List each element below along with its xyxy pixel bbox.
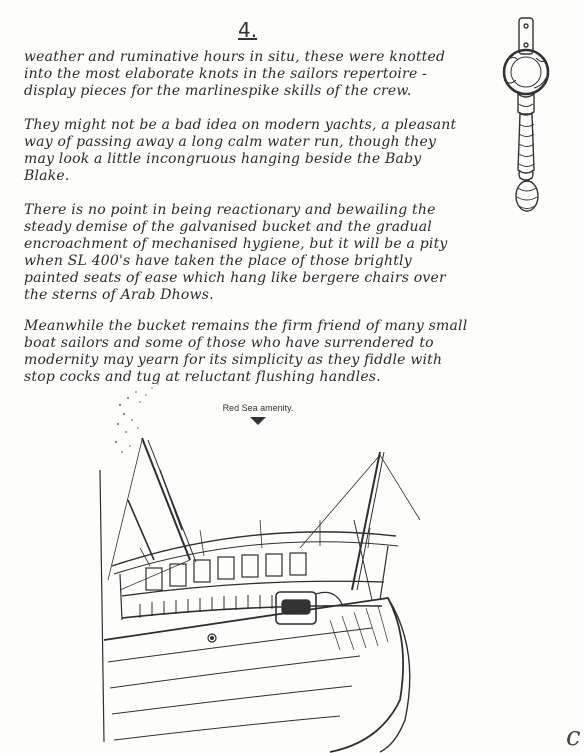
paragraph-2: They might not be a bad idea on modern yachts, a pleasant way of passing away a long calm water run, though they may look a little incongruous hanging beside the Baby Blake. <box>24 117 457 184</box>
page-corner-mark: c <box>566 722 581 752</box>
page-number: 4. <box>238 18 258 42</box>
paragraph-4: Meanwhile the bucket remains the firm friend of many small boat sailors and some of those who have surrendered to modernity may yearn for its simplicity as they fiddle with stop cocks and tug at reluctant flushing handles. <box>24 318 468 385</box>
paragraph-1: weather and ruminative hours in situ, these were knotted into the most elaborate knots in the sailors repertoire - display pieces for the marlinespike skills of the crew. <box>24 49 446 99</box>
paragraph-3: There is no point in being reactionary and bewailing the steady demise of the galvanised bucket and the gradual encroachment of mechanised hygiene, but it will be a pity when SL 400's have taken the place of those brightly painted seats of ease which hang like bergere chairs over the sterns of Arab Dhows. <box>24 202 448 303</box>
smoke-speckles <box>115 383 159 453</box>
caption-arrow-icon <box>250 417 266 425</box>
arab-dhow-illustration <box>100 383 420 752</box>
illustration-caption: Red Sea amenity. <box>222 403 294 413</box>
